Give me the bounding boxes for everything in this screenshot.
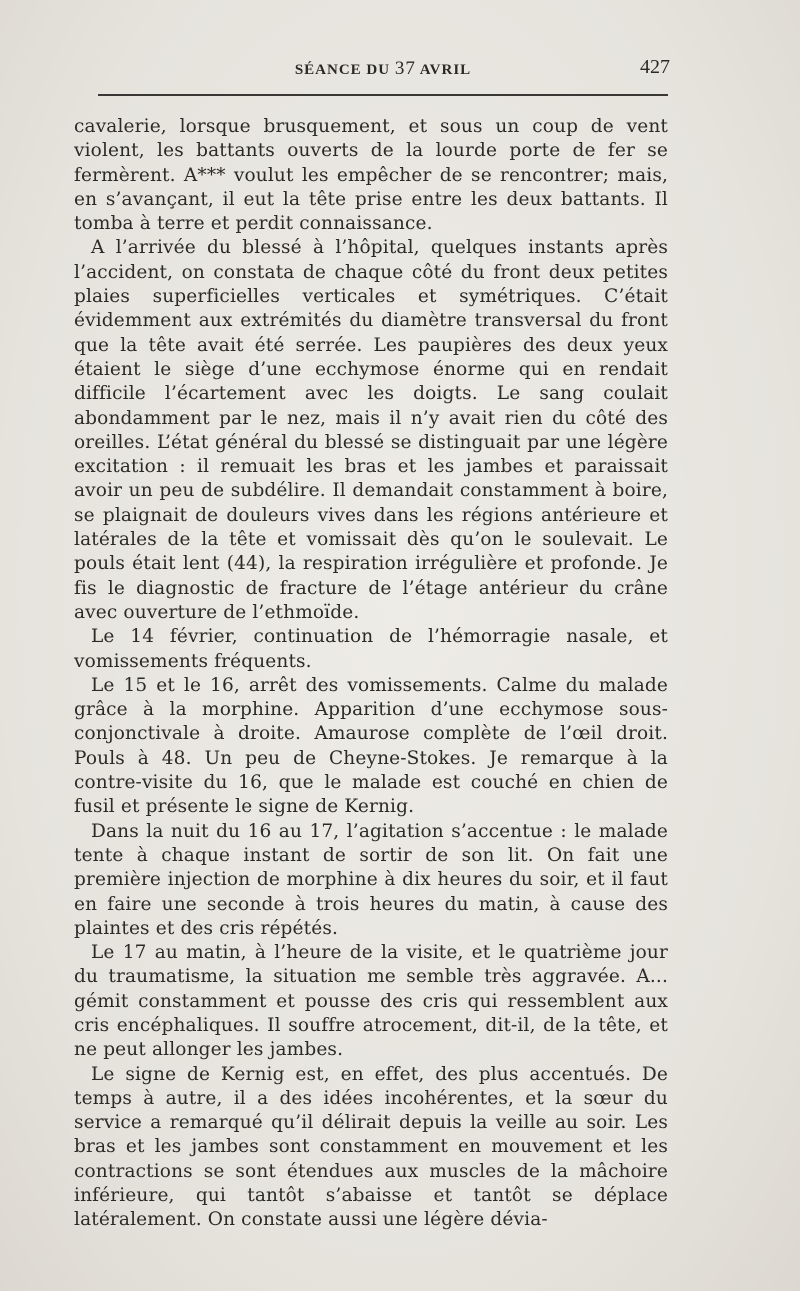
paragraph-4: Le 15 et le 16, arrêt des vomissements. Calme du malade grâce à la morphine. Apparition d’une ecchymose sous-conjonctivale à droite. Amaurose complète de l’œil droit. Pouls à 48. Un peu de Cheyne-Stokes. Je remarque à la contre-visite du 16, que le malade est couché en chien de fusil et présente le signe de Kernig. <box>74 674 668 818</box>
running-title-day: 37 <box>394 58 416 79</box>
header-rule <box>98 94 668 96</box>
running-title <box>98 58 668 80</box>
running-head <box>98 58 668 84</box>
running-title-month: AVRIL <box>415 62 472 78</box>
paragraph-2: A l’arrivée du blessé à l’hôpital, quelques instants après l’accident, on constata de chaque côté du front deux petites plaies superficielles verticales et symétriques. C’était évidemment aux extrémités du diamètre transversal du front que la tête avait été serrée. Les paupières des deux yeux étaient le siège d’une ecchymose énorme qui en rendait difficile l’écartement avec les doigts. Le sang coulait abondamment par le nez, mais il n’y avait rien du côté des oreilles. L’état général du blessé se distinguait par une légère excitation : il remuait les bras et les jambes et paraissait avoir un peu de subdélire. Il demandait constamment à boire, se plaignait de douleurs vives dans les régions antérieure et latérales de la tête et vomissait dès qu’on le soulevait. Le pouls était lent (44), la respiration irrégulière et profonde. Je fis le diagnostic de fracture de l’étage antérieur du crâne avec ouverture de l’ethmoïde. <box>74 237 668 623</box>
paragraph-1: cavalerie, lorsque brusquement, et sous un coup de vent violent, les battants ouverts de la lourde porte de fer se fermèrent. A*** voulut les empêcher de se rencontrer; mais, en s’avançant, il eut la tête prise entre les deux battants. Il tomba à terre et perdit connaissance. <box>74 116 668 235</box>
paragraph-3: Le 14 février, continuation de l’hémorragie nasale, et vomissements fréquents. <box>74 626 668 672</box>
paragraph-7: Le signe de Kernig est, en effet, des plus accentués. De temps à autre, il a des idées incohérentes, et la sœur du service a remarqué qu’il délirait depuis la veille au soir. Les bras et les jambes sont constamment en mouvement et les contractions se sont étendues aux muscles de la mâchoire inférieure, qui tantôt s’abaisse et tantôt se déplace latéralement. On constate aussi une légère dévia- <box>74 1063 668 1231</box>
page-number: 427 <box>640 56 670 78</box>
body-text <box>74 115 668 1233</box>
paragraph-6: Le 17 au matin, à l’heure de la visite, et le quatrième jour du traumatisme, la situation me semble très aggravée. A... gémit constamment et pousse des cris qui ressemblent aux cris encéphaliques. Il souffre atrocement, dit-il, de la tête, et ne peut allonger les jambes. <box>74 942 668 1061</box>
running-title-prefix: SÉANCE DU <box>294 62 395 78</box>
paragraph-5: Dans la nuit du 16 au 17, l’agitation s’accentue : le malade tente à chaque instant de sortir de son lit. On fait une première injection de morphine à dix heures du soir, et il faut en faire une seconde à trois heures du matin, à cause des plaintes et des cris répétés. <box>74 820 668 939</box>
